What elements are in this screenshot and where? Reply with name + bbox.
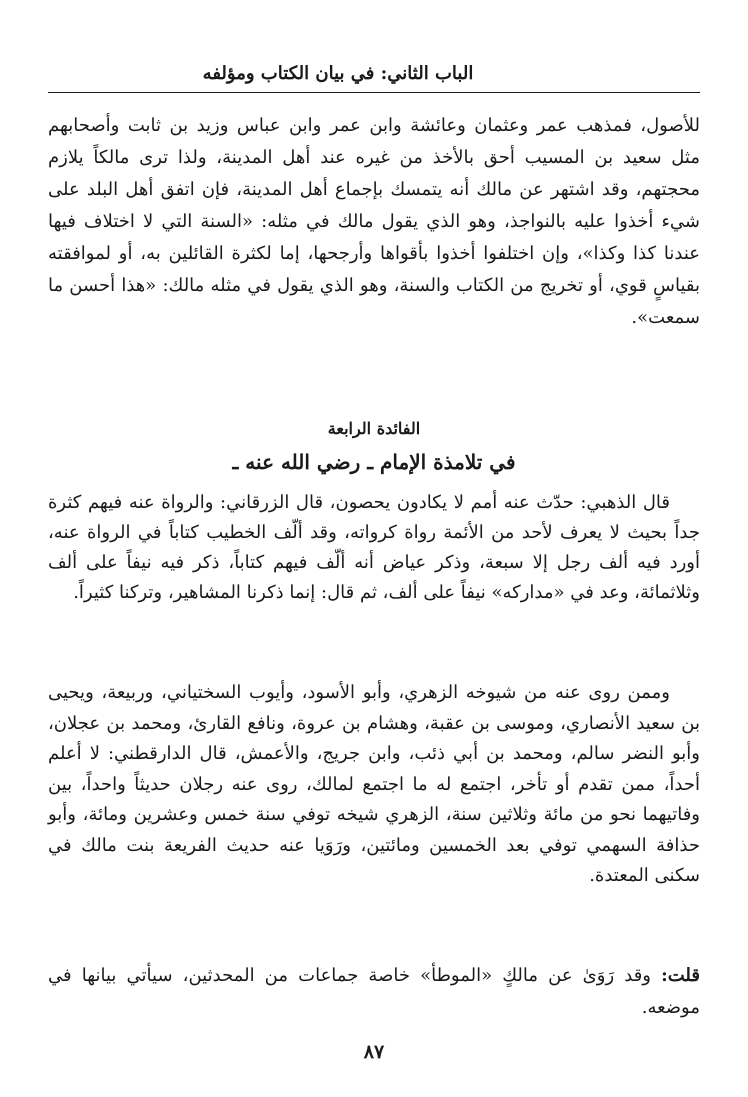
paragraph-text: وممن روى عنه من شيوخه الزهري، وأبو الأسود، وأيوب السختياني، وربيعة، ويحيى بن سعيد الأنصاري، وموسى بن عقبة، وهشام بن عروة، ونافع القارئ، ومحمد بن عجلان، وأبو النضر سالم، ومحمد بن أبي ذئب، وابن جريج، والأعمش، قال الدارقطني: لا أعلم أحداً، ممن تقدم أو تأخر، اجتمع له ما اجتمع لمالك، روى عنه رجلان حديثاً واحداً، بين وفاتيهما نحو من مائة وثلاثين سنة، الزهري شيخه توفي سنة خمس وعشرين ومائة، وأبو حذافة السهمي توفي بعد الخمسين ومائتين، ورَوَيا عنه حديث الفريعة بنت مالك في سكنى المعتدة. [48, 682, 700, 886]
paragraph-text: وقد رَوَىٰ عن مالكٍ «الموطأ» خاصة جماعات من المحدثين، سيأتي بيانها في موضعه. [48, 965, 700, 1018]
page-number: ٨٧ [363, 1041, 385, 1063]
paragraph-teachers [48, 678, 700, 892]
running-header: الباب الثاني: في بيان الكتاب ومؤلفه [202, 63, 474, 84]
paragraph-note [48, 960, 700, 1024]
section-kicker: الفائدة الرابعة [327, 419, 421, 438]
paragraph-dhahabi [48, 488, 700, 608]
section-title: في تلامذة الإمام ـ رضي الله عنه ـ [232, 450, 516, 474]
header-rule [48, 92, 700, 93]
paragraph-text: للأصول، فمذهب عمر وعثمان وعائشة وابن عمر وابن عباس وزيد بن ثابت وأصحابهم مثل سعيد بن المسيب أحق بالأخذ من غيره عند أهل المدينة، ولذا ترى مالكاً يلازم محجتهم، وقد اشتهر عن مالك أنه يتمسك بإجماع أهل المدينة، فإن اتفق أهل البلد على شيء أخذوا عليه بالنواجذ، وهو الذي يقول مالك في مثله: «السنة التي لا اختلاف فيها عندنا كذا وكذا»، وإن اختلفوا أخذوا بأقواها وأرجحها، إما لكثرة القائلين به، أو لموافقته بقياسٍ قوي، أو تخريج من الكتاب والسنة، وهو الذي يقول في مثله مالك: «هذا أحسن ما سمعت». [48, 115, 700, 328]
paragraph-usul [48, 110, 700, 334]
paragraph-text: قال الذهبي: حدّث عنه أمم لا يكادون يحصون، قال الزرقاني: والرواة عنه فيهم كثرة جداً بحيث لا يعرف لأحد من الأئمة رواة كرواته، وقد ألّف الخطيب كتاباً في الرواة عنه، أورد فيه ألف رجل إلا سبعة، وذكر عياض أنه ألّف فيهم كتاباً، ذكر فيه نيفاً على ألف وثلاثمائة، وعد في «مداركه» نيفاً على ألف، ثم قال: إنما ذكرنا المشاهير، وتركنا كثيراً. [48, 492, 700, 603]
note-lead: قلت: [661, 965, 700, 986]
